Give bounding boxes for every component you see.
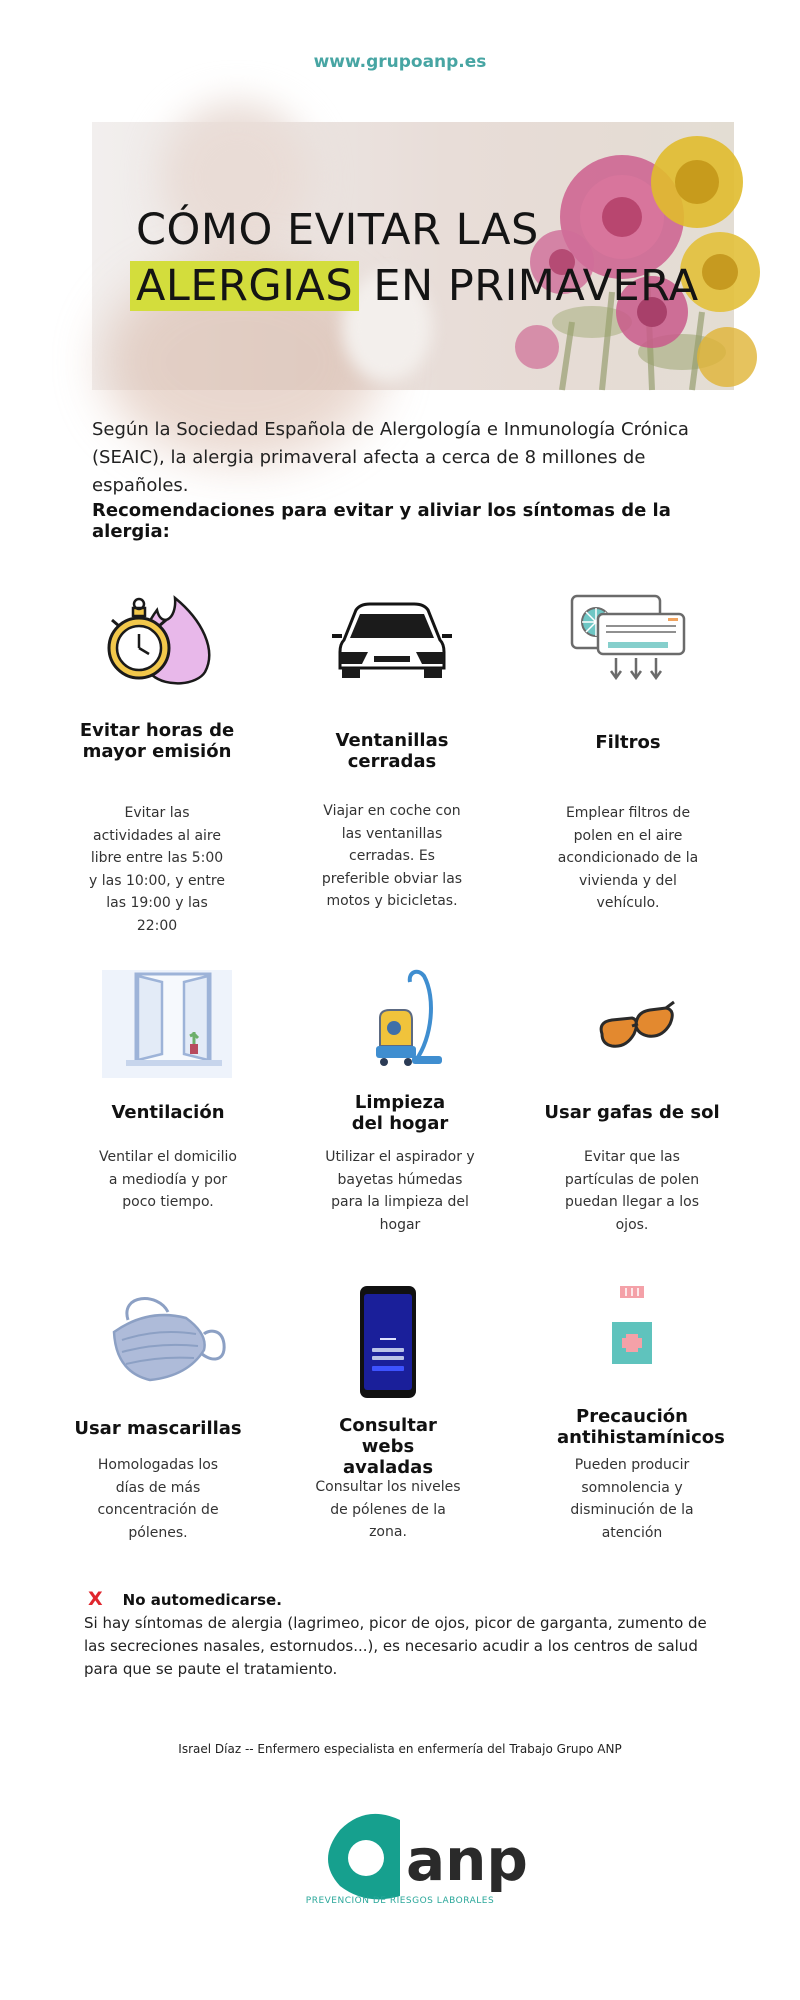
open-window-icon <box>68 968 268 1078</box>
card-description: Pueden producir somnolencia y disminución de la atención <box>570 1457 694 1541</box>
card-description: Utilizar el aspirador y bayetas húmedas para la limpieza del hogar <box>325 1149 475 1233</box>
card-description: Consultar los niveles de pólenes de la zona. <box>315 1479 461 1540</box>
recommendations-heading: Recomendaciones para evitar y aliviar los síntomas de la alergia: <box>92 500 671 542</box>
recommendation-card <box>300 968 500 1233</box>
intro-paragraph: Según la Sociedad Española de Alergología e Inmunología Crónica (SEAIC), la alergia primaveral afecta a cerca de 8 millones de españoles. <box>92 419 689 496</box>
hero-title-line1: CÓMO EVITAR LAS <box>136 205 539 255</box>
card-title: Evitar horas de mayor emisión <box>79 720 235 762</box>
recommendation-card <box>288 1284 488 1540</box>
recommendation-card <box>68 968 268 1228</box>
hero-title-rest: EN PRIMAVERA <box>373 261 699 311</box>
vacuum-cleaner-icon <box>300 968 500 1078</box>
card-title: Precaución antihistamínicos <box>557 1406 725 1448</box>
recommendation-card <box>57 580 257 934</box>
smartphone-icon <box>288 1284 488 1400</box>
card-description: Homologadas los días de más concentración de pólenes. <box>97 1457 219 1541</box>
card-title: Ventanillas cerradas <box>335 730 449 772</box>
card-description: Viajar en coche con las ventanillas cerradas. Es preferible obviar las motos y bicicletas. <box>321 803 463 909</box>
hero-title-highlight: ALERGIAS <box>130 261 359 311</box>
logo-tagline: PREVENCIÓN DE RIESGOS LABORALES <box>305 1896 495 1906</box>
car-icon <box>292 580 492 690</box>
first-aid-icon <box>532 1284 732 1394</box>
warning-text: Si hay síntomas de alergia (lagrimeo, picor de ojos, picor de garganta, zumento de las secreciones nasales, estornudos...), es necesario acudir a los centros de salud para que se paute el tratamiento. <box>84 1614 707 1678</box>
recommendation-card <box>532 968 732 1233</box>
sunglasses-icon <box>532 968 732 1078</box>
stopwatch-fire-icon <box>57 580 257 690</box>
recommendation-card <box>292 580 492 909</box>
recommendation-card <box>528 580 728 911</box>
card-title: Usar mascarillas <box>74 1418 242 1439</box>
hero-title <box>136 202 699 314</box>
card-title: Filtros <box>595 732 661 753</box>
recommendation-card <box>532 1284 732 1541</box>
card-title: Usar gafas de sol <box>544 1102 720 1123</box>
warning-block <box>84 1588 724 1681</box>
author-credit: Israel Díaz -- Enfermero especialista en enfermería del Trabajo Grupo ANP <box>178 1742 622 1756</box>
anp-logo <box>310 1800 528 1910</box>
hero-banner <box>92 122 734 390</box>
logo-text: anp <box>406 1826 528 1894</box>
recommendation-card <box>58 1284 258 1541</box>
face-mask-icon <box>58 1284 258 1394</box>
card-description: Evitar las actividades al aire libre entre las 5:00 y las 10:00, y entre las 19:00 y las 22:00 <box>89 805 225 934</box>
air-conditioner-icon <box>528 580 728 690</box>
card-title: Ventilación <box>111 1102 225 1123</box>
card-description: Evitar que las partículas de polen puedan llegar a los ojos. <box>564 1149 700 1233</box>
card-description: Emplear filtros de polen en el aire acondicionado de la vivienda y del vehículo. <box>557 805 699 911</box>
card-title: Limpieza del hogar <box>351 1092 449 1134</box>
card-title: Consultar webs avaladas <box>339 1415 437 1478</box>
warning-x-icon: X <box>88 1588 103 1610</box>
warning-title: No automedicarse. <box>122 1591 282 1609</box>
card-description: Ventilar el domicilio a mediodía y por poco tiempo. <box>99 1149 237 1210</box>
site-url-link[interactable]: www.grupoanp.es <box>313 52 487 72</box>
